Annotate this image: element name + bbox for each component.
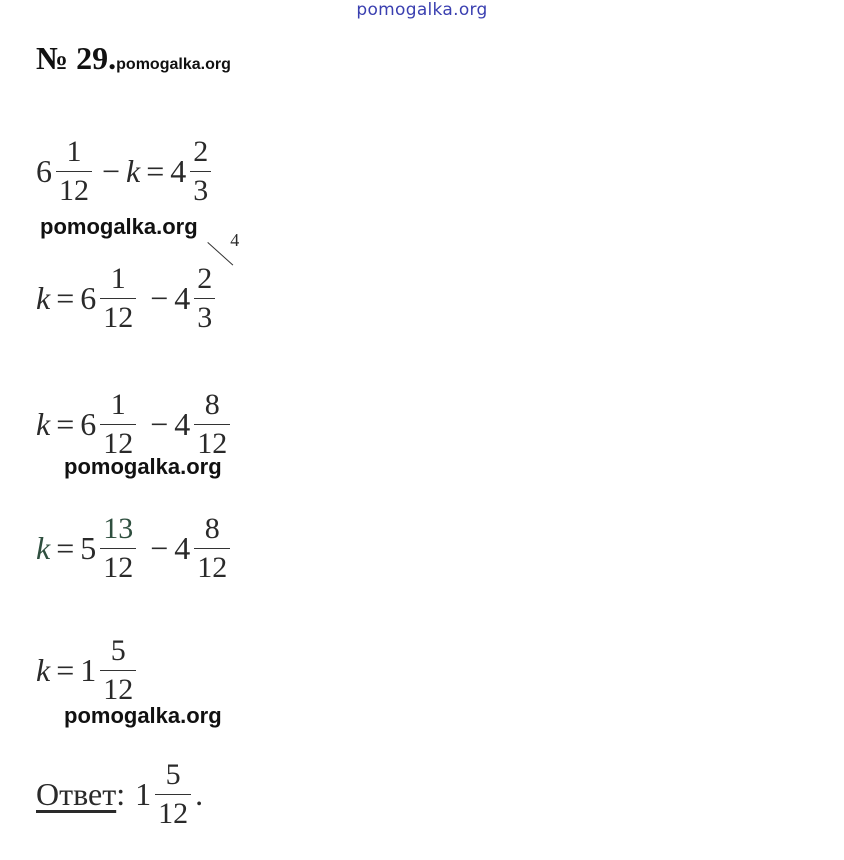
denominator: 12 (103, 673, 134, 706)
operator: − (150, 280, 169, 316)
fraction (100, 390, 136, 459)
denominator: 3 (197, 301, 213, 334)
numerator: 8 (204, 512, 220, 545)
whole-number: 5 (80, 530, 97, 566)
whole-number: 6 (80, 406, 97, 442)
watermark: pomogalka.org (64, 454, 222, 479)
answer-line (36, 760, 203, 829)
operator: − (102, 153, 121, 189)
denominator: 12 (103, 551, 134, 584)
numerator: 1 (110, 388, 126, 421)
numerator: 2 (193, 135, 209, 168)
fraction (100, 636, 136, 705)
watermark: pomogalka.org (64, 703, 222, 728)
variable: k (36, 652, 51, 688)
equation-step-5 (36, 636, 140, 705)
denominator: 12 (59, 174, 89, 207)
fraction (190, 137, 211, 206)
equals-sign: = (56, 280, 75, 316)
equals-sign: = (56, 652, 75, 688)
fraction (100, 264, 136, 333)
fraction-bar (100, 298, 136, 299)
denominator: 12 (197, 427, 228, 460)
equation-step-4 (36, 514, 234, 583)
multiplier: 4 (230, 230, 240, 250)
equation-step-2 (36, 230, 240, 334)
fraction-bar (155, 794, 191, 795)
answer-period: . (195, 776, 204, 812)
denominator: 12 (197, 551, 228, 584)
denominator: 12 (103, 427, 134, 460)
whole-number: 6 (36, 153, 52, 189)
numerator: 1 (110, 262, 126, 295)
fraction-bar (190, 171, 211, 172)
fraction-with-multiplier (190, 230, 240, 334)
numerator: 13 (103, 512, 134, 545)
problem-number: № 29. (36, 40, 117, 76)
fraction-bar (56, 171, 92, 172)
denominator: 3 (193, 174, 209, 207)
fraction (194, 514, 230, 583)
title-watermark: pomogalka.org (116, 56, 231, 73)
fraction-bar (100, 424, 136, 425)
operator: − (150, 530, 169, 566)
variable: k (36, 406, 51, 442)
whole-number: 4 (174, 530, 191, 566)
whole-number: 4 (174, 406, 191, 442)
whole-number: 4 (170, 153, 187, 189)
fraction (100, 514, 136, 583)
watermark: pomogalka.org (40, 214, 198, 239)
equals-sign: = (56, 406, 75, 442)
whole-number: 4 (174, 280, 191, 316)
whole-number: 6 (80, 280, 97, 316)
denominator: 12 (158, 797, 189, 830)
fraction-bar (194, 548, 230, 549)
variable: k (36, 280, 51, 316)
fraction (155, 760, 191, 829)
numerator: 5 (165, 758, 181, 791)
watermark-top: pomogalka.org (356, 0, 488, 20)
problem-title (36, 40, 231, 77)
equals-sign: = (56, 530, 75, 566)
numerator: 8 (204, 388, 220, 421)
fraction-bar (194, 298, 215, 299)
numerator: 5 (110, 634, 126, 667)
whole-number: 1 (80, 652, 97, 688)
fraction (56, 137, 92, 206)
fraction-bar (100, 670, 136, 671)
numerator: 2 (197, 262, 213, 295)
variable: k (36, 530, 51, 566)
fraction (194, 264, 215, 333)
fraction (194, 390, 230, 459)
denominator: 12 (103, 301, 134, 334)
equation-step-3 (36, 390, 234, 459)
operator: − (150, 406, 169, 442)
fraction-bar (194, 424, 230, 425)
equation-step-1 (36, 137, 215, 206)
equals-sign: = (146, 153, 165, 189)
answer-colon: : (116, 776, 126, 812)
answer-label: Ответ (36, 776, 117, 812)
fraction-bar (100, 548, 136, 549)
whole-number: 1 (135, 776, 152, 812)
numerator: 1 (66, 135, 82, 168)
variable: k (126, 153, 141, 189)
